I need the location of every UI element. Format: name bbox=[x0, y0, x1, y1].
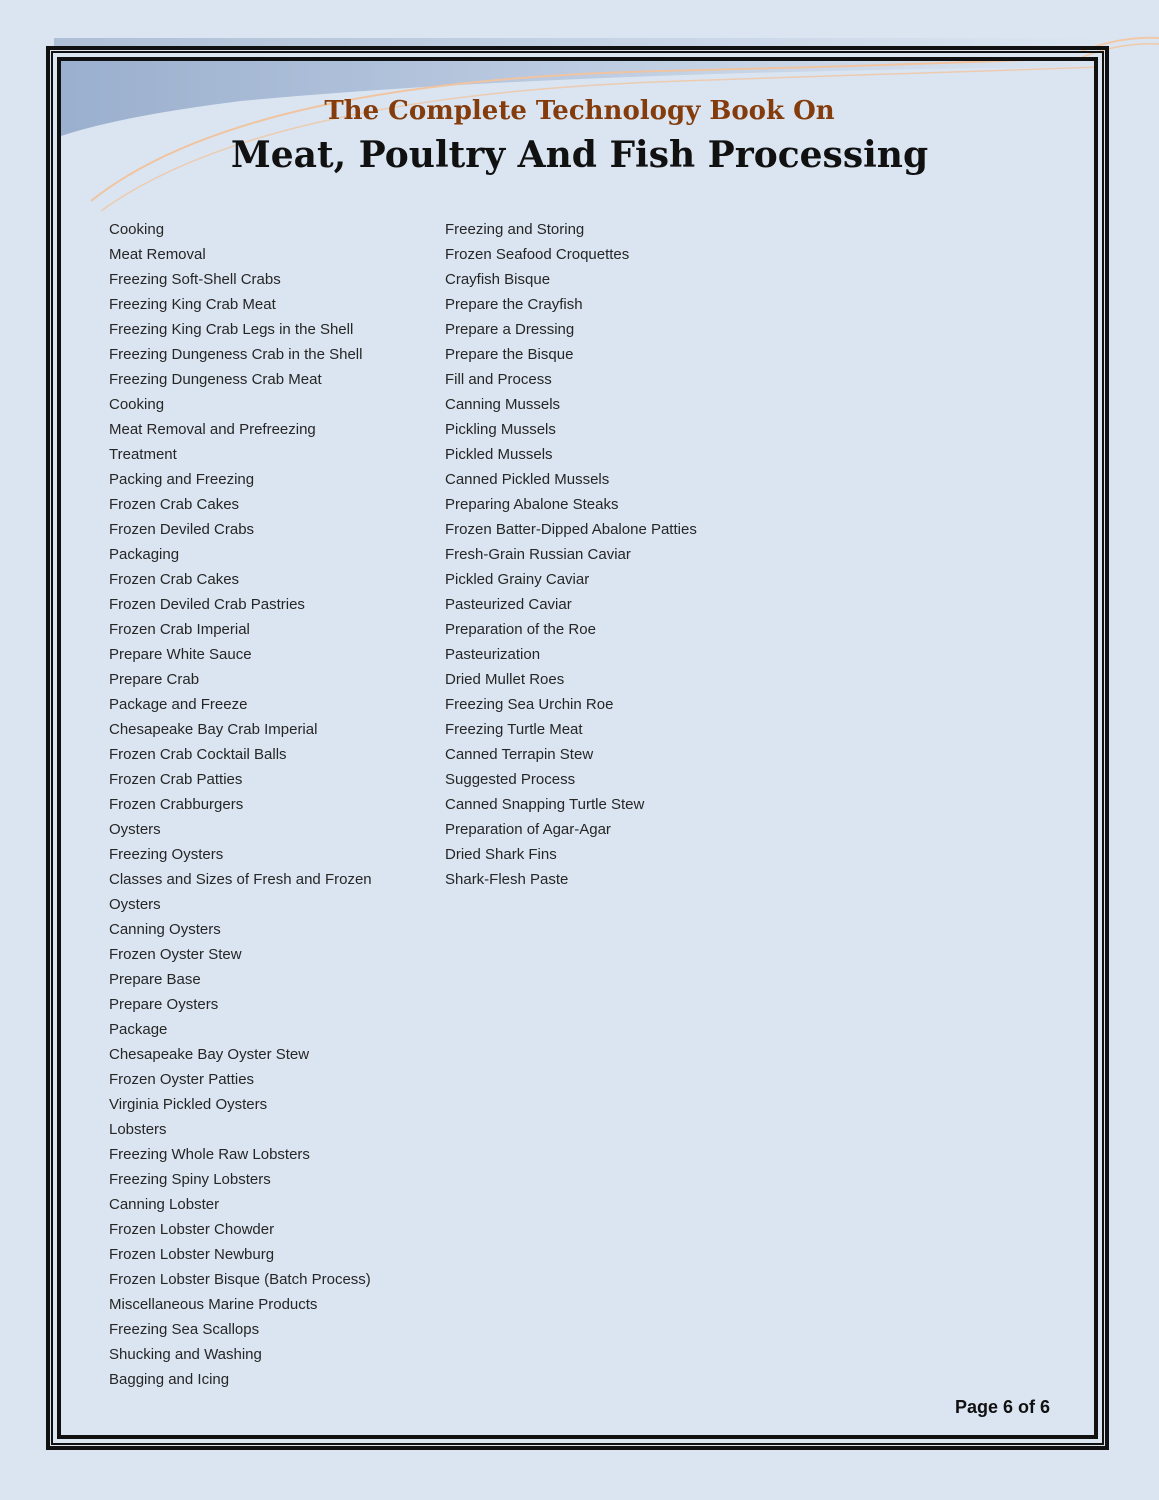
toc-entry: Packaging bbox=[109, 546, 180, 563]
toc-entry: Pickled Grainy Caviar bbox=[445, 571, 590, 588]
toc-entry: Package and Freeze bbox=[109, 696, 248, 713]
toc-entry: Freezing King Crab Legs in the Shell bbox=[109, 321, 354, 338]
toc-entry: Freezing King Crab Meat bbox=[109, 296, 276, 313]
toc-entry: Frozen Crab Cakes bbox=[109, 496, 240, 513]
toc-entry: Prepare a Dressing bbox=[445, 321, 575, 338]
toc-entry: Frozen Deviled Crab Pastries bbox=[109, 596, 305, 613]
toc-entry: Canned Snapping Turtle Stew bbox=[445, 796, 645, 813]
toc-entry: Classes and Sizes of Fresh and Frozen bbox=[109, 871, 372, 888]
toc-entry: Shark-Flesh Paste bbox=[445, 871, 569, 888]
toc-entry: Shucking and Washing bbox=[109, 1346, 262, 1363]
toc-entry: Dried Mullet Roes bbox=[445, 671, 565, 688]
toc-entry: Meat Removal and Prefreezing bbox=[109, 421, 316, 438]
toc-entry: Bagging and Icing bbox=[109, 1371, 230, 1388]
toc-entry: Prepare Oysters bbox=[109, 996, 219, 1013]
toc-entry: Pickled Mussels bbox=[445, 446, 553, 463]
toc-entry: Frozen Crab Patties bbox=[109, 771, 243, 788]
toc-entry: Freezing and Storing bbox=[445, 221, 585, 238]
toc-entry: Frozen Oyster Stew bbox=[109, 946, 242, 963]
toc-entry: Freezing Dungeness Crab in the Shell bbox=[109, 346, 363, 363]
toc-entry: Frozen Lobster Bisque (Batch Process) bbox=[109, 1271, 371, 1288]
toc-entry: Prepare the Crayfish bbox=[445, 296, 583, 313]
toc-entry: Freezing Spiny Lobsters bbox=[109, 1171, 271, 1188]
toc-entry: Canning Lobster bbox=[109, 1196, 220, 1213]
toc-entry: Packing and Freezing bbox=[109, 471, 255, 488]
toc-entry: Package bbox=[109, 1021, 168, 1038]
toc-entry: Canned Pickled Mussels bbox=[445, 471, 610, 488]
toc-entry: Canned Terrapin Stew bbox=[445, 746, 594, 763]
book-title: Meat, Poultry And Fish Processing bbox=[230, 134, 929, 176]
toc-entry: Preparation of Agar-Agar bbox=[445, 821, 611, 838]
toc-entry: Pasteurized Caviar bbox=[445, 596, 572, 613]
toc-entry: Freezing Soft-Shell Crabs bbox=[109, 271, 281, 288]
page-number: Page 6 of 6 bbox=[954, 1397, 1050, 1417]
toc-entry: Frozen Crabburgers bbox=[109, 796, 244, 813]
toc-entry: Canning Mussels bbox=[445, 396, 561, 413]
toc-entry: Prepare the Bisque bbox=[445, 346, 574, 363]
toc-entry: Canning Oysters bbox=[109, 921, 221, 938]
toc-entry: Frozen Batter-Dipped Abalone Patties bbox=[445, 521, 697, 538]
toc-entry: Frozen Crab Imperial bbox=[109, 621, 250, 638]
toc-entry: Frozen Seafood Croquettes bbox=[445, 246, 630, 263]
toc-entry: Frozen Lobster Chowder bbox=[109, 1221, 275, 1238]
toc-entry: Preparation of the Roe bbox=[445, 621, 596, 638]
toc-entry: Frozen Crab Cocktail Balls bbox=[109, 746, 287, 763]
toc-entry: Preparing Abalone Steaks bbox=[445, 496, 619, 513]
toc-entry: Treatment bbox=[109, 446, 177, 463]
toc-entry: Freezing Whole Raw Lobsters bbox=[109, 1146, 310, 1163]
book-subtitle: The Complete Technology Book On bbox=[324, 96, 835, 126]
toc-entry: Suggested Process bbox=[445, 771, 576, 788]
toc-entry: Freezing Sea Urchin Roe bbox=[445, 696, 614, 713]
toc-entry: Chesapeake Bay Oyster Stew bbox=[109, 1046, 310, 1063]
toc-entry: Freezing Oysters bbox=[109, 846, 224, 863]
toc-entry: Chesapeake Bay Crab Imperial bbox=[109, 721, 318, 738]
toc-entry: Frozen Lobster Newburg bbox=[109, 1246, 275, 1263]
toc-entry: Prepare Base bbox=[109, 971, 201, 988]
toc-entry: Cooking bbox=[109, 221, 165, 238]
toc-entry: Freezing Sea Scallops bbox=[109, 1321, 260, 1338]
toc-entry: Prepare Crab bbox=[109, 671, 200, 688]
toc-entry: Oysters bbox=[109, 896, 161, 913]
toc-entry: Crayfish Bisque bbox=[445, 271, 551, 288]
toc-entry: Frozen Oyster Patties bbox=[109, 1071, 255, 1088]
toc-entry: Pasteurization bbox=[445, 646, 541, 663]
toc-entry: Prepare White Sauce bbox=[109, 646, 252, 663]
toc-entry: Frozen Deviled Crabs bbox=[109, 521, 255, 538]
toc-entry: Virginia Pickled Oysters bbox=[109, 1096, 268, 1113]
toc-entry: Oysters bbox=[109, 821, 161, 838]
toc-entry: Fill and Process bbox=[445, 371, 552, 388]
toc-entry: Fresh-Grain Russian Caviar bbox=[445, 546, 631, 563]
toc-right-column bbox=[445, 217, 697, 892]
toc-entry: Miscellaneous Marine Products bbox=[109, 1296, 318, 1313]
toc-entry: Freezing Turtle Meat bbox=[445, 721, 583, 738]
toc-entry: Meat Removal bbox=[109, 246, 206, 263]
toc-entry: Cooking bbox=[109, 396, 165, 413]
toc-left-column bbox=[109, 217, 372, 1392]
toc-entry: Lobsters bbox=[109, 1121, 167, 1138]
toc-entry: Dried Shark Fins bbox=[445, 846, 557, 863]
toc-entry: Freezing Dungeness Crab Meat bbox=[109, 371, 322, 388]
toc-entry: Frozen Crab Cakes bbox=[109, 571, 240, 588]
toc-entry: Pickling Mussels bbox=[445, 421, 556, 438]
